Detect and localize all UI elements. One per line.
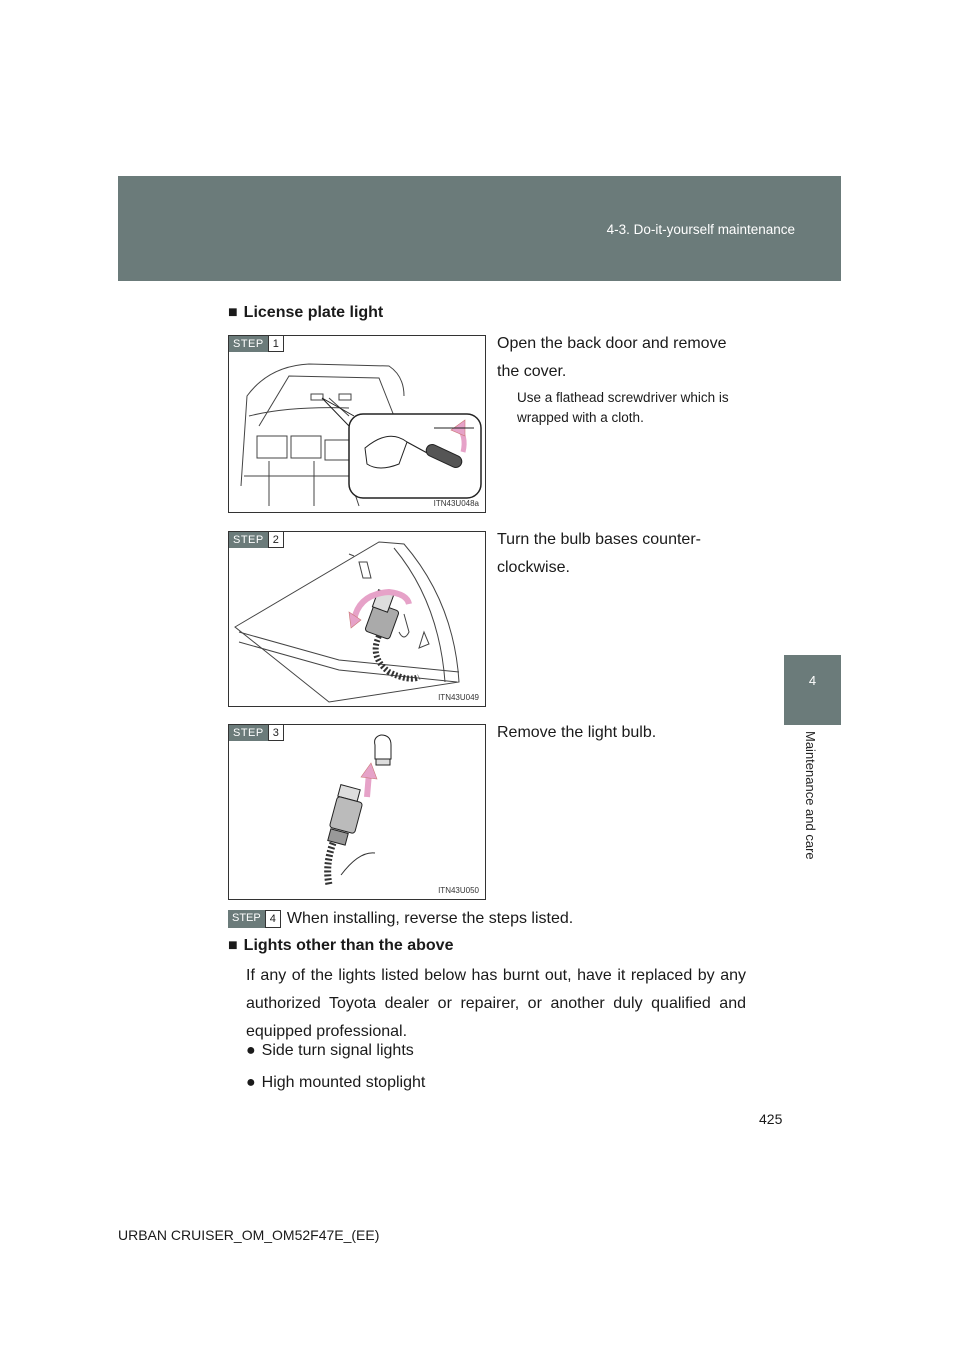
other-lights-paragraph: If any of the lights listed below has burnt out, have it replaced by any authorized Toyota dealer or repairer, or another duly qualified and equipped professional. <box>246 967 746 1040</box>
square-bullet-icon: ■ <box>228 937 238 954</box>
step2-label <box>229 532 284 548</box>
chapter-tab-label: Maintenance and care <box>803 731 818 860</box>
step-word: STEP <box>229 725 268 741</box>
step3-figure <box>228 724 486 900</box>
list-item-text: Side turn signal lights <box>261 1042 414 1059</box>
step3-text: Remove the light bulb. <box>497 724 657 741</box>
chapter-title: 4-3. Do-it-yourself maintenance <box>606 222 795 237</box>
list-item <box>246 1042 414 1060</box>
figure-code: ITN43U048a <box>433 499 479 508</box>
back-door-illustration <box>229 336 485 512</box>
step1-label <box>229 336 284 352</box>
section-heading-text: License plate light <box>243 304 384 321</box>
step1-note: Use a flathead screwdriver which is wrapped with a cloth. <box>517 390 729 425</box>
step2-text: Turn the bulb bases counter-clockwise. <box>497 531 701 576</box>
step2-figure <box>228 531 486 707</box>
bullet-icon: ● <box>246 1074 256 1091</box>
step-number: 2 <box>268 532 284 548</box>
section-heading-text: Lights other than the above <box>243 937 454 954</box>
step1-figure <box>228 335 486 513</box>
step4-label <box>228 910 281 928</box>
step-word: STEP <box>229 532 268 548</box>
list-item <box>246 1074 425 1092</box>
step-number: 4 <box>265 910 281 928</box>
section-heading-license-plate <box>228 304 383 322</box>
bullet-icon: ● <box>246 1042 256 1059</box>
step-number: 3 <box>268 725 284 741</box>
step4-row <box>228 910 573 928</box>
bulb-removal-illustration <box>229 725 485 899</box>
figure-code: ITN43U049 <box>438 693 479 702</box>
page-number: 425 <box>759 1111 783 1127</box>
step-word: STEP <box>228 910 265 928</box>
figure-code: ITN43U050 <box>438 886 479 895</box>
step4-text: When installing, reverse the steps listed. <box>286 910 574 927</box>
list-item-text: High mounted stoplight <box>261 1074 426 1091</box>
square-bullet-icon: ■ <box>228 304 238 321</box>
chapter-tab-number: 4 <box>784 655 841 725</box>
step-number: 1 <box>268 336 284 352</box>
bulb-base-illustration <box>229 532 485 706</box>
header-bar <box>118 176 841 281</box>
step-word: STEP <box>229 336 268 352</box>
footer-doc-id: URBAN CRUISER_OM_OM52F47E_(EE) <box>118 1227 380 1243</box>
step3-label <box>229 725 284 741</box>
section-heading-other-lights <box>228 937 453 955</box>
step1-text: Open the back door and remove the cover. <box>497 335 727 380</box>
